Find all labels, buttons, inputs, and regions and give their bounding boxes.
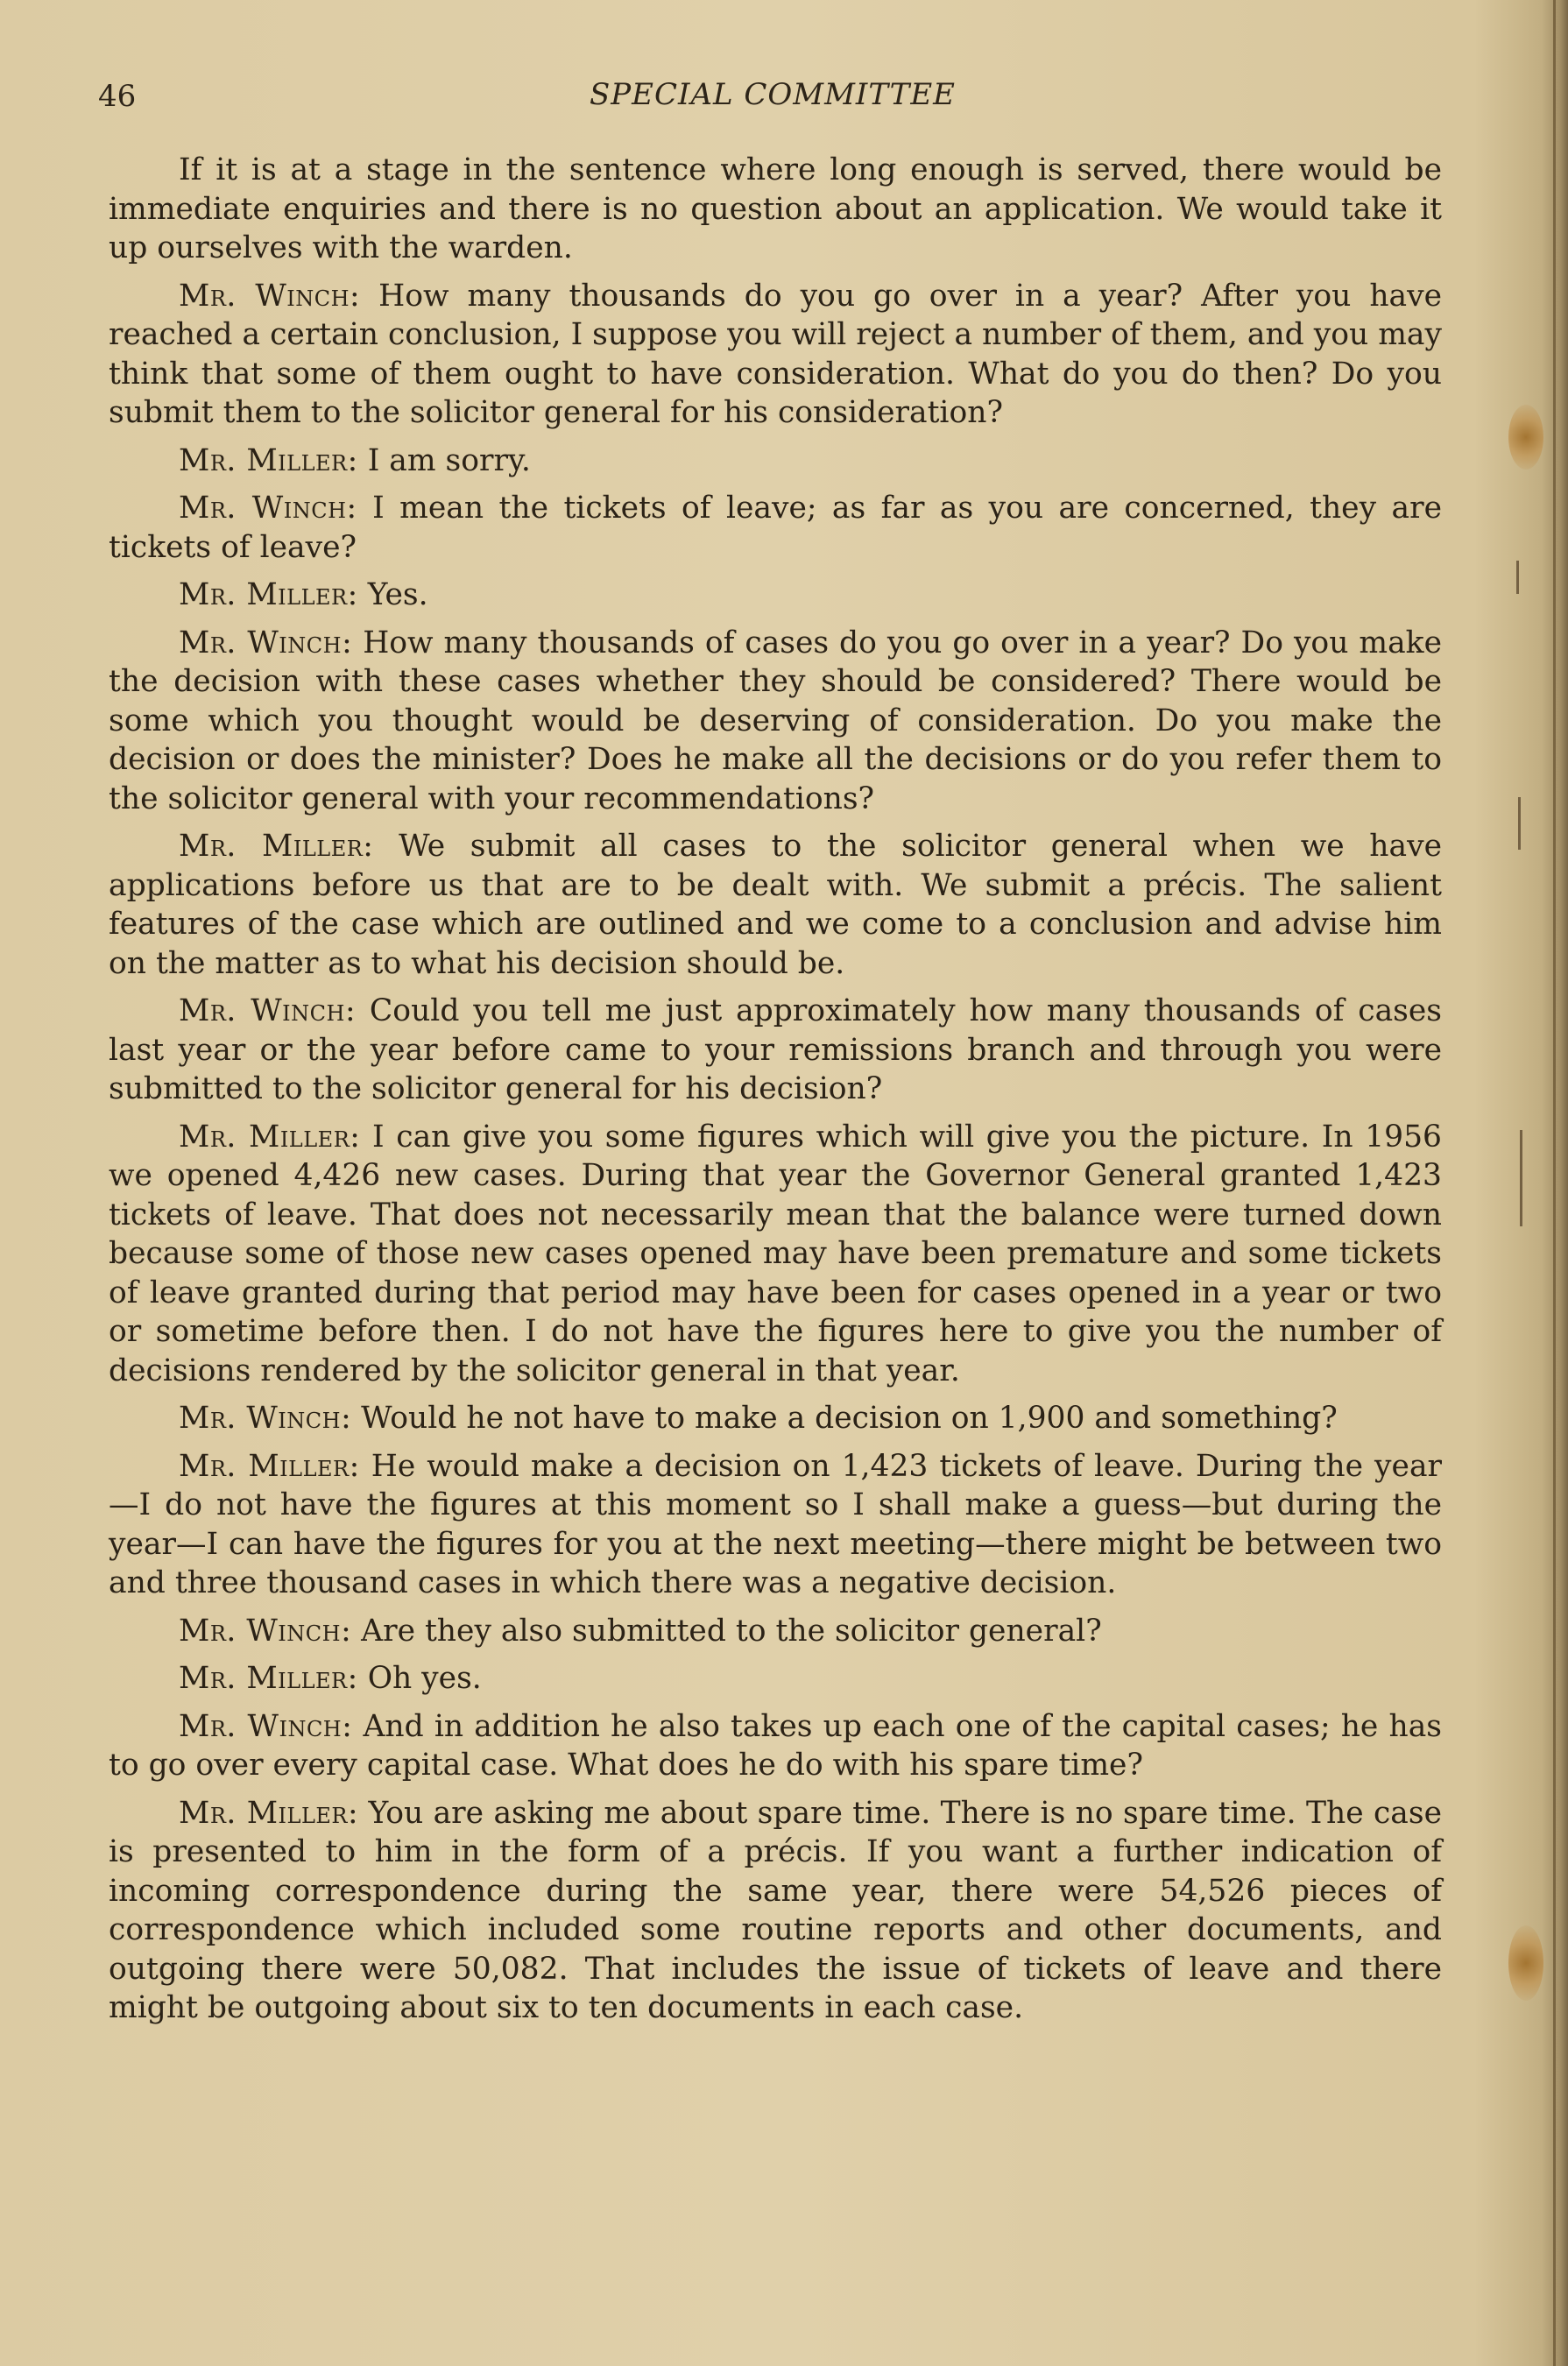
paper-stain [1508, 405, 1543, 470]
paragraph-text: Could you tell me just approximately how many thousands of cases last year or the year before came to your remissions branch and through you were submitted to the solicitor general for his decision? [109, 993, 1442, 1106]
transcript-paragraph [109, 1399, 1442, 1438]
page-number: 46 [98, 79, 137, 114]
transcript-paragraph [109, 827, 1442, 983]
transcript-paragraph [109, 1659, 1442, 1699]
transcript-paragraph [109, 624, 1442, 819]
speaker-name: Mr. Winch: [179, 993, 357, 1028]
speaker-name: Mr. Miller: [179, 442, 358, 478]
transcript-paragraph [109, 1447, 1442, 1603]
transcript-paragraph [109, 1612, 1442, 1651]
paragraph-text: He would make a decision on 1,423 tickets of leave. During the year—I do not have the figures at this moment so I shall make a guess—but during the year—I can have the figures for you at the next meeting—there might be between two and three thousand cases in which there was a negative decision. [109, 1448, 1442, 1600]
paragraph-text: You are asking me about spare time. There is no spare time. The case is presented to him in the form of a précis. If you want a further indication of incoming correspondence during the same year, there were 54,526 pieces of correspondence which included some routine reports and other documents, and outgoing there were 50,082. That includes the issue of tickets of leave and there might be outgoing about six to ten documents in each case. [109, 1795, 1442, 2025]
speaker-name: Mr. Miller: [179, 1448, 360, 1484]
speaker-name: Mr. Winch: [179, 625, 353, 660]
paragraph-text: We submit all cases to the solicitor general when we have applications before us that are to be dealt with. We submit a précis. The salient features of the case which are outlined and we come to a conclusion and advise him on the matter as to what his decision should be. [109, 829, 1442, 981]
speaker-name: Mr. Miller: [179, 1795, 359, 1831]
transcript-paragraph [109, 151, 1442, 268]
speaker-name: Mr. Miller: [179, 577, 358, 612]
transcript-paragraph [109, 992, 1442, 1109]
paragraph-text: And in addition he also takes up each one of the capital cases; he has to go over every capital case. What does he do with his spare time? [109, 1708, 1442, 1783]
paragraph-text: Yes. [367, 577, 428, 612]
margin-mark [1516, 561, 1519, 594]
speaker-name: Mr. Miller: [179, 1661, 358, 1696]
speaker-name: Mr. Miller: [179, 1119, 361, 1155]
paragraph-text: I mean the tickets of leave; as far as you are concerned, they are tickets of leave? [109, 491, 1442, 565]
transcript-paragraph [109, 441, 1442, 481]
paragraph-text: Would he not have to make a decision on 1,900 and something? [361, 1401, 1338, 1436]
speaker-name: Mr. Winch: [179, 278, 361, 314]
paragraph-text: I can give you some figures which will give you the picture. In 1956 we opened 4,426 new cases. During that year the Governor General granted 1,423 tickets of leave. That does not necessarily mean that the balance were turned down because some of those new cases opened may have been premature and some tickets of leave granted during that period may have been for cases opened in a year or two or sometime before then. I do not have the figures here to give you the number of decisions rendered by the solicitor general in that year. [109, 1119, 1443, 1388]
paragraph-text: Are they also submitted to the solicitor general? [361, 1613, 1102, 1649]
transcript-paragraph [109, 489, 1442, 567]
paragraph-text: How many thousands of cases do you go over in a year? Do you make the decision with these cases whether they should be considered? There would be some which you thought would be deserving of consideration. Do you make the decision or does the minister? Does he make all the decisions or do you refer them to the solicitor general with your recommendations? [109, 625, 1443, 816]
speaker-name: Mr. Winch: [179, 491, 357, 526]
page-edge-line [1553, 0, 1556, 2366]
transcript-paragraph [109, 277, 1442, 433]
paper-stain [1508, 1925, 1543, 2001]
speaker-name: Mr. Miller: [179, 829, 374, 864]
transcript-paragraph [109, 1118, 1442, 1391]
speaker-name: Mr. Winch: [179, 1708, 353, 1744]
margin-mark [1520, 1130, 1522, 1226]
running-header [98, 74, 1447, 126]
paragraph-text: Oh yes. [367, 1661, 482, 1696]
paragraph-text: I am sorry. [367, 442, 531, 478]
paragraph-text: If it is at a stage in the sentence where long enough is served, there would be immediate enquiries and there is no question about an application. We would take it up ourselves with the warden. [109, 152, 1442, 265]
running-title: SPECIAL COMMITTEE [590, 77, 956, 112]
margin-mark [1518, 797, 1521, 850]
transcript-paragraph [109, 576, 1442, 615]
speaker-name: Mr. Winch: [179, 1613, 352, 1649]
transcript-paragraph [109, 1707, 1442, 1785]
transcript-body [109, 151, 1442, 2037]
speaker-name: Mr. Winch: [179, 1401, 352, 1436]
transcript-paragraph [109, 1794, 1442, 2028]
paragraph-text: How many thousands do you go over in a year? After you have reached a certain conclusion, I suppose you will reject a number of them, and you may think that some of them ought to have consideration. What do you do then? Do you submit them to the solicitor general for his consideration? [109, 278, 1443, 430]
